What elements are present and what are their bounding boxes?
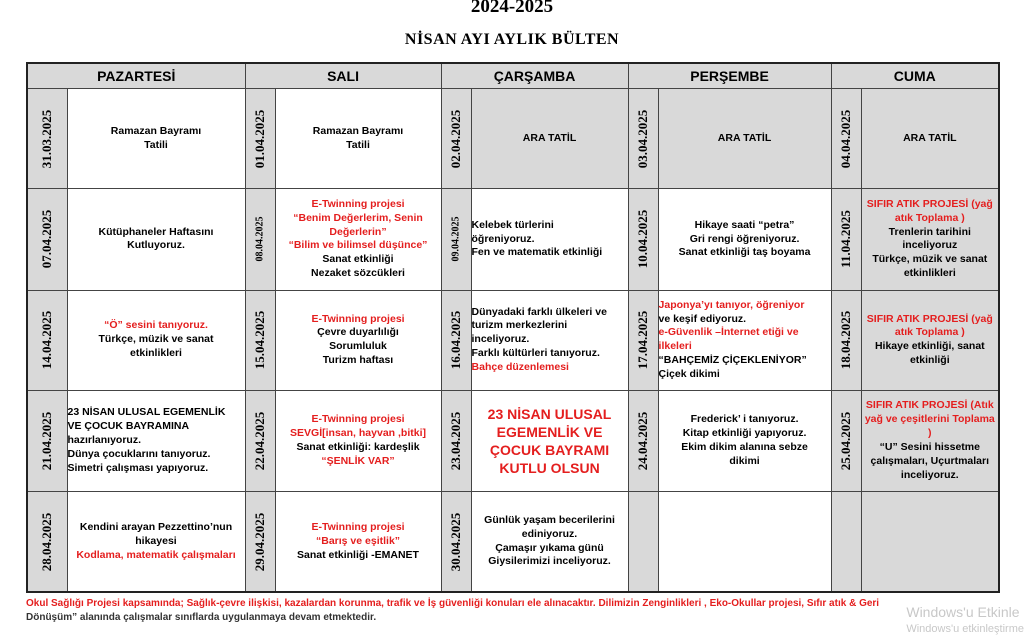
activity-line: Değerlerin” [329,225,387,238]
activity-cell-monday [67,390,245,491]
activity-line: ARA TATİL [522,131,577,144]
date-label: 31.03.2025 [39,109,55,168]
activity-line: Simetri çalışması yapıyoruz. [67,461,209,474]
activity-cell-tuesday [275,290,441,390]
activity-cell-thursday [658,89,831,189]
date-cell-friday [831,290,861,390]
weekly-schedule-table [26,62,1000,593]
activity-line: SIFIR ATIK PROJESİ (Atık [865,399,994,412]
date-label: 03.04.2025 [635,109,651,168]
week-row [27,492,999,592]
date-cell-monday [27,89,67,189]
activity-line: 23 NİSAN ULUSAL [487,405,612,422]
activity-line: “Bilim ve bilimsel düşünce” [288,239,428,252]
activity-line: Japonya’yı tanıyor, öğreniyor [658,298,805,311]
activity-line: atık Toplama ) [894,211,965,224]
date-cell-tuesday [245,290,275,390]
date-cell-friday [831,390,861,491]
activity-line: E-Twinning projesi [311,312,405,325]
activity-line: ediniyoruz. [521,527,578,540]
date-label: 01.04.2025 [252,109,267,168]
date-cell-wednesday [441,492,471,592]
date-cell-tuesday [245,492,275,592]
day-header-monday: PAZARTESİ [27,63,245,89]
date-cell-thursday [628,390,658,491]
date-cell-tuesday [245,89,275,189]
activity-line: etkinlikleri [130,347,182,360]
date-label: 29.04.2025 [252,512,267,571]
activity-line: ve keşif ediyoruz. [658,312,747,325]
watermark-line-2: Windows'u etkinleştirme [906,623,1024,636]
activity-line: Giysilerimizi inceliyoruz. [488,555,611,568]
activity-line: hazırlanıyoruz. [67,434,142,447]
week-row [27,189,999,290]
activity-line: Fen ve matematik etkinliği [471,246,603,259]
activity-line: Kendini arayan Pezzettino’nun [79,520,233,533]
watermark-line-1: Windows'u Etkinle [906,604,1020,620]
day-header-row [27,63,999,89]
date-cell-thursday [628,290,658,390]
activity-line: Sanat etkinliği -EMANET [297,548,419,561]
activity-cell-thursday [658,390,831,491]
activity-cell-monday [67,189,245,290]
footer-line-2: Dönüşüm” alanında çalışmalar sınıflarda uygulanmaya devam etmektedir. [26,611,377,623]
activity-line: SIFIR ATIK PROJESİ (yağ [866,197,993,210]
activity-line: Dünya çocuklarını tanıyoruz. [67,447,211,460]
date-label: 08.04.2025 [254,216,266,262]
activity-line: Bahçe düzenlemesi [471,361,569,374]
activity-cell-monday [67,290,245,390]
activity-line: E-Twinning projesi [311,197,405,210]
activity-line: çalışmaları, Uçurtmaları [870,454,990,467]
activity-line: Sanat etkinliği: kardeşlik [296,441,420,454]
footer-note [26,597,986,624]
date-label: 09.04.2025 [450,216,462,262]
date-cell-friday [831,492,861,592]
activity-cell-thursday [658,189,831,290]
date-label: 25.04.2025 [838,411,854,471]
activity-line: inceliyoruz. [900,468,959,481]
activity-line: KUTLU OLSUN [499,460,600,477]
activity-line: Çevre duyarlılığı [317,326,399,339]
date-label: 18.04.2025 [838,310,854,370]
date-label: 23.04.2025 [448,411,464,471]
activity-cell-wednesday [471,89,628,189]
activity-cell-thursday [658,290,831,390]
activity-line: Kelebek türlerini [471,218,554,231]
activity-cell-thursday [658,492,831,592]
activity-line: Dünyadaki farklı ülkeleri ve [471,305,607,318]
activity-cell-wednesday [471,390,628,491]
date-label: 14.04.2025 [39,310,55,370]
activity-line: 23 NİSAN ULUSAL EGEMENLİK [67,406,226,419]
date-cell-wednesday [441,89,471,189]
activity-cell-tuesday [275,89,441,189]
activity-line: inceliyoruz [902,239,958,252]
activity-line: ÇOCUK BAYRAMI [489,442,610,459]
activity-line: yağ ve çeşitlerini Toplama [864,413,995,426]
date-cell-tuesday [245,390,275,491]
activity-line: E-Twinning projesi [311,520,405,533]
date-cell-friday [831,189,861,290]
activity-line: “U” Sesini hissetme [879,441,980,454]
activity-line: “Ö” sesini tanıyoruz. [104,319,208,332]
activity-line: Ekim dikim alanına sebze [681,441,808,454]
date-label: 22.04.2025 [252,411,267,471]
activity-line: e-Güvenlik –İnternet etiği ve [658,326,799,339]
activity-line: “Barış ve eşitlik” [315,534,401,547]
school-year: 2024-2025 [470,0,554,17]
activity-line: etkinliği [909,354,950,367]
date-label: 28.04.2025 [39,512,55,571]
activity-cell-friday [861,290,999,390]
activity-line: Turizm haftası [322,354,394,367]
activity-line: Hikaye saati “petra” [694,218,795,231]
date-cell-monday [27,492,67,592]
activity-line: “BAHÇEMİZ ÇİÇEKLENİYOR” [658,354,807,367]
activity-line: Tatili [144,138,168,151]
activity-cell-tuesday [275,390,441,491]
activity-cell-friday [861,89,999,189]
activity-cell-friday [861,189,999,290]
activity-line: SEVGİ[insan, hayvan ,bitki] [290,427,426,440]
activity-line: ilkeleri [658,340,692,353]
activity-line: Çamaşır yıkama günü [495,541,604,554]
activity-line: “Benim Değerlerim, Senin [293,211,423,224]
activity-line: SIFIR ATIK PROJESİ (yağ [866,312,993,325]
activity-line: Gri rengi öğreniyoruz. [689,232,800,245]
activity-cell-wednesday [471,189,628,290]
activity-line: Trenlerin tarihini [888,225,971,238]
activity-line: Türkçe, müzik ve sanat [98,333,214,346]
activity-line: inceliyoruz. [471,333,530,346]
activity-cell-wednesday [471,290,628,390]
date-label: 24.04.2025 [635,411,651,471]
activity-line: Hikaye etkinliği, sanat [874,340,985,353]
date-cell-wednesday [441,189,471,290]
activity-line: Tatili [346,138,370,151]
activity-line: Sanat etkinliği [322,253,394,266]
date-label: 10.04.2025 [635,210,651,269]
activity-cell-tuesday [275,492,441,592]
activity-line: Kitap etkinliği yapıyoruz. [682,427,807,440]
activity-line: Sanat etkinliği taş boyama [678,246,811,259]
activity-line: Kütüphaneler Haftasını [98,225,214,238]
activity-line: Kutluyoruz. [127,239,185,252]
activity-line: Türkçe, müzik ve sanat [872,253,988,266]
activity-cell-monday [67,492,245,592]
activation-watermark [906,602,1024,638]
date-cell-tuesday [245,189,275,290]
activity-line: Sorumluluk [329,340,387,353]
date-cell-wednesday [441,390,471,491]
date-label: 30.04.2025 [448,512,464,571]
activity-line: Günlük yaşam becerilerini [484,513,615,526]
activity-cell-monday [67,89,245,189]
activity-line: EGEMENLİK VE [496,423,603,440]
date-cell-wednesday [441,290,471,390]
week-row [27,390,999,491]
date-label: 04.04.2025 [838,109,854,168]
activity-line: atık Toplama ) [894,326,965,339]
date-label: 11.04.2025 [838,210,854,269]
activity-line: Kodlama, matematik çalışmaları [76,548,236,561]
week-row [27,89,999,189]
date-label: 17.04.2025 [635,310,651,370]
activity-line: ARA TATİL [717,131,772,144]
activity-line: ARA TATİL [903,131,957,144]
day-header-friday: CUMA [831,63,999,89]
activity-line: E-Twinning projesi [311,413,405,426]
activity-cell-friday [861,390,999,491]
footer-line-1: Okul Sağlığı Projesi kapsamında; Sağlık-çevre ilişkisi, kazalardan korunma, trafik ve İş güvenliği konuları ele alınacaktır. Dilimizin Zenginlikleri , Eko-Okullar projesi, Sıfır atık & Geri [26,598,880,609]
date-cell-thursday [628,89,658,189]
activity-line: hikayesi [135,534,177,547]
activity-cell-wednesday [471,492,628,592]
activity-line: turizm merkezlerini [471,319,568,332]
date-cell-monday [27,290,67,390]
activity-line: Frederick’ i tanıyoruz. [690,413,799,426]
date-cell-friday [831,89,861,189]
date-label: 21.04.2025 [39,411,55,471]
date-label: 07.04.2025 [39,210,55,269]
date-cell-thursday [628,492,658,592]
activity-line: etkinlikleri [903,267,956,280]
day-header-tuesday: SALI [245,63,441,89]
activity-line: dikimi [729,454,760,467]
day-header-wednesday: ÇARŞAMBA [441,63,628,89]
date-label: 16.04.2025 [448,310,464,370]
activity-line: Nezaket sözcükleri [311,267,405,280]
activity-cell-tuesday [275,189,441,290]
day-header-thursday: PERŞEMBE [628,63,831,89]
activity-line: Ramazan Bayramı [110,124,202,137]
activity-line: VE ÇOCUK BAYRAMINA [67,420,190,433]
activity-line: Ramazan Bayramı [312,124,404,137]
bulletin-title: NİSAN AYI AYLIK BÜLTEN [404,31,620,48]
week-row [27,290,999,390]
date-cell-thursday [628,189,658,290]
activity-line: öğreniyoruz. [471,232,535,245]
activity-cell-friday [861,492,999,592]
date-label: 02.04.2025 [448,109,464,168]
activity-line: Farklı kültürleri tanıyoruz. [471,347,600,360]
date-label: 15.04.2025 [252,310,267,370]
activity-line: ) [928,427,932,440]
date-cell-monday [27,189,67,290]
date-cell-monday [27,390,67,491]
activity-line: “ŞENLİK VAR” [321,454,395,467]
activity-line: Çiçek dikimi [658,367,720,380]
